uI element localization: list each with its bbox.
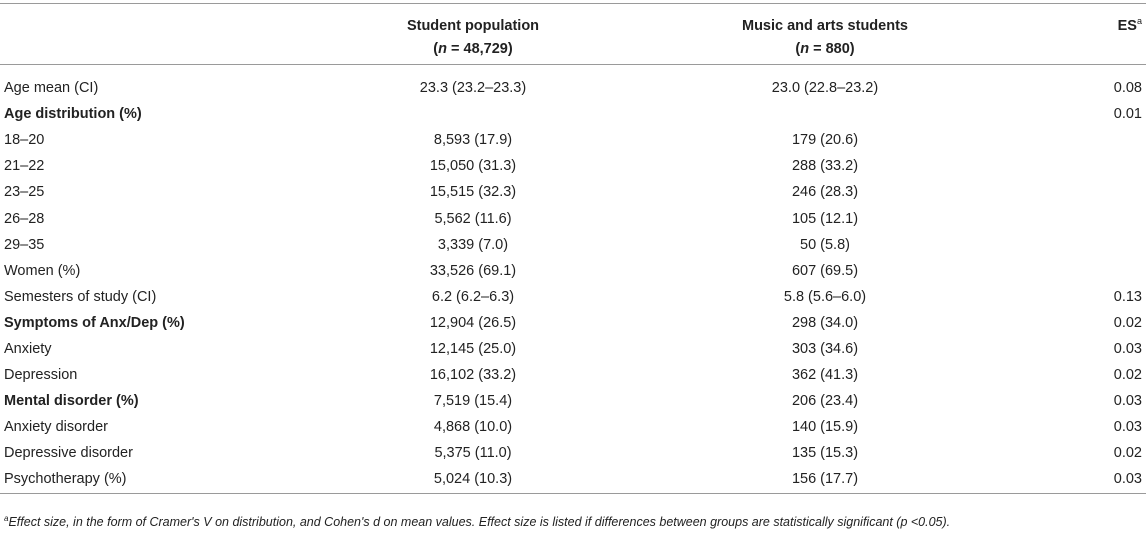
row-pop-value: 12,904 (26.5) [429, 314, 517, 331]
row-pop-value: 16,102 (33.2) [429, 367, 517, 384]
es-footnote-marker: a [1136, 16, 1142, 26]
row-es-value: 0.02 [1113, 445, 1142, 462]
row-label: 23–25 [4, 184, 45, 201]
row-pop-value: 15,050 (31.3) [429, 158, 517, 175]
table-row [0, 65, 1146, 102]
header-music-arts-students: Music and arts students [642, 4, 1008, 35]
table-row [0, 101, 1146, 127]
row-label: Anxiety disorder [4, 419, 108, 436]
table-header [0, 4, 1146, 65]
n-symbol: n [800, 41, 810, 57]
row-es-value [1008, 258, 1146, 284]
row-es-value [1008, 153, 1146, 179]
row-music-value: 156 (17.7) [642, 466, 1008, 493]
table-row [0, 258, 1146, 284]
row-label: Age mean (CI) [4, 80, 99, 97]
row-pop-value [304, 101, 642, 127]
row-label: Psychotherapy (%) [0, 466, 304, 493]
row-es-value: 0.01 [1113, 106, 1142, 123]
data-table [0, 3, 1146, 494]
header-effect-size [1008, 4, 1146, 35]
header-pop-n: (n = 48,729) [304, 34, 642, 65]
row-music-value: 362 (41.3) [791, 367, 859, 384]
table-row [0, 205, 1146, 231]
row-label: 18–20 [4, 132, 45, 149]
footnote-marker: a [4, 514, 9, 523]
row-pop-value: 4,868 (10.0) [433, 419, 513, 436]
row-music-value: 50 (5.8) [800, 236, 850, 253]
row-label: 29–35 [4, 236, 45, 253]
row-music-value: 140 (15.9) [791, 419, 859, 436]
table-row [0, 388, 1146, 414]
row-es-value [1008, 127, 1146, 153]
header-label-cell [0, 4, 304, 35]
row-pop-value: 8,593 (17.9) [433, 132, 513, 149]
row-pop-value: 15,515 (32.3) [429, 184, 517, 201]
row-es-value: 0.02 [1113, 367, 1142, 384]
table-row [0, 414, 1146, 440]
row-label: Depression [4, 367, 78, 384]
es-label: ES [1117, 18, 1137, 34]
row-pop-value: 5,562 (11.6) [434, 210, 512, 227]
table-row [0, 362, 1146, 388]
header-music-n: (n = 880) [642, 34, 1008, 65]
footnote-text: Effect size, in the form of Cramer's V on distribution, and Cohen's d on mean values. Effect size is listed if differences between groups are statistically significant (p <0.05). [8, 515, 951, 529]
row-music-value: 206 (23.4) [791, 393, 859, 410]
row-es-value: 0.08 [1113, 80, 1142, 97]
row-label: Semesters of study (CI) [4, 288, 157, 305]
row-pop-value: 7,519 (15.4) [433, 393, 513, 410]
row-label: Anxiety [4, 340, 52, 357]
table-footnote [4, 514, 950, 529]
row-music-value: 298 (34.0) [791, 314, 859, 331]
row-label: 21–22 [4, 158, 45, 175]
row-music-value: 5.8 (5.6–6.0) [783, 288, 867, 305]
row-pop-value: 23.3 (23.2–23.3) [419, 80, 527, 97]
row-pop-value: 6.2 (6.2–6.3) [431, 288, 515, 305]
row-music-value: 135 (15.3) [791, 445, 859, 462]
n-symbol: n [438, 41, 447, 57]
row-pop-value: 12,145 (25.0) [429, 340, 517, 357]
row-es-value [1008, 205, 1146, 231]
row-es-value: 0.13 [1113, 288, 1142, 305]
row-es-value: 0.02 [1113, 314, 1142, 331]
header-student-population: Student population [304, 4, 642, 35]
row-es-value [1008, 232, 1146, 258]
row-music-value [642, 101, 1008, 127]
row-es-value: 0.03 [1113, 419, 1142, 436]
row-label: Symptoms of Anx/Dep (%) [4, 314, 185, 331]
row-pop-value: 33,526 (69.1) [429, 262, 517, 279]
table-row [0, 336, 1146, 362]
row-music-value: 179 (20.6) [791, 132, 859, 149]
row-label: Age distribution (%) [4, 106, 142, 123]
table-body [0, 65, 1146, 494]
table-row [0, 179, 1146, 205]
row-pop-value: 5,375 (11.0) [434, 445, 512, 462]
table-row [0, 127, 1146, 153]
row-music-value: 288 (33.2) [791, 158, 859, 175]
row-pop-value: 5,024 (10.3) [304, 466, 642, 493]
row-music-value: 246 (28.3) [791, 184, 859, 201]
table-row [0, 440, 1146, 466]
row-music-value: 105 (12.1) [791, 210, 859, 227]
row-label: Women (%) [4, 262, 81, 279]
row-es-value: 0.03 [1008, 466, 1146, 493]
header-row-n [0, 34, 1146, 65]
table-row [0, 310, 1146, 336]
table-row [0, 232, 1146, 258]
header-row-titles [0, 4, 1146, 35]
row-pop-value: 3,339 (7.0) [437, 236, 509, 253]
row-label: 26–28 [4, 210, 45, 227]
row-label: Depressive disorder [4, 445, 133, 462]
table-row [0, 466, 1146, 493]
table-row [0, 153, 1146, 179]
row-music-value: 607 (69.5) [791, 262, 859, 279]
row-es-value: 0.03 [1113, 340, 1142, 357]
table-row [0, 284, 1146, 310]
row-es-value: 0.03 [1113, 393, 1142, 410]
row-music-value: 23.0 (22.8–23.2) [771, 80, 879, 97]
row-label: Mental disorder (%) [4, 393, 139, 410]
row-music-value: 303 (34.6) [791, 340, 859, 357]
row-es-value [1008, 179, 1146, 205]
